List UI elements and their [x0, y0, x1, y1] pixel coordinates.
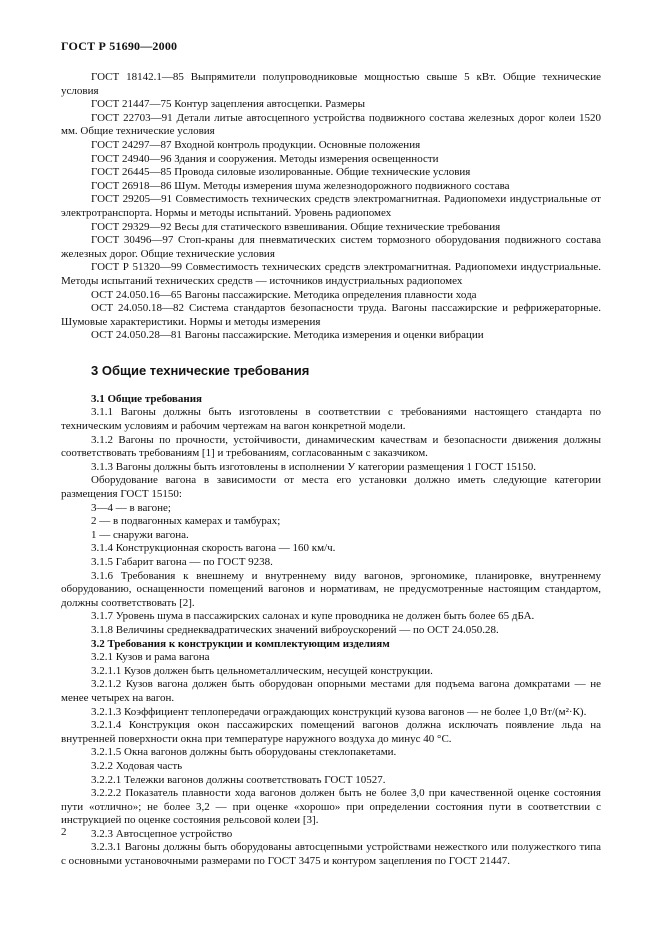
paragraph: 3.2.1 Кузов и рама вагона [91, 651, 210, 664]
subsection-heading: 3.1 Общие требования [91, 392, 202, 405]
reference-item: ГОСТ 24940—96 Здания и сооружения. Методы измерения освещенности [91, 152, 439, 165]
reference-item: ГОСТ 29329—92 Весы для статического взвешивания. Общие технические требования [91, 220, 501, 233]
paragraph: 3.1.6 Требования к внешнему и внутреннему виду вагонов, эргономике, планировке, внутреннему оборудованию, оснащенности помещений вагонов и нормативам, не предусмотренные настоящим стандартом, должны соответствовать [2]. [61, 569, 601, 609]
reference-item: ГОСТ 22703—91 Детали литые автосцепного устройства подвижного состава железных дорог колеи 1520 мм. Общие технические условия [61, 111, 601, 138]
reference-item: ГОСТ 24297—87 Входной контроль продукции. Основные положения [91, 138, 421, 151]
section-heading: 3 Общие технические требования [91, 362, 310, 378]
paragraph: 3.1.2 Вагоны по прочности, устойчивости, динамическим качествам и безопасности движения должны соответствовать требованиям [1] и требованиям, согласованным с заказчиком. [61, 433, 601, 460]
running-header: ГОСТ Р 51690—2000 [61, 39, 178, 53]
reference-item: ОСТ 24.050.18—82 Система стандартов безопасности труда. Вагоны пассажирские и рефрижераторные. Шумовые характеристики. Нормы и методы измерения [61, 302, 601, 328]
paragraph: 3.2.1.5 Окна вагонов должны быть оборудованы стеклопакетами. [91, 746, 397, 759]
paragraph: 3.2.1.3 Коэффициент теплопередачи ограждающих конструкций кузова вагонов — не более 1,0 Вт/(м²·К). [91, 705, 587, 718]
paragraph: 3.2.2 Ходовая часть [91, 759, 183, 772]
reference-item: ГОСТ 29205—91 Совместимость технических средств электромагнитная. Радиопомехи индустриальные от электротранспорта. Нормы и методы испытаний. Уровень радиопомех [61, 193, 601, 219]
list-item: 2 — в подвагонных камерах и тамбурах; [91, 515, 281, 528]
paragraph: 3.2.1.2 Кузов вагона должен быть оборудован опорными местами для подъема вагона домкратами — не менее четырех на вагон. [61, 678, 601, 704]
paragraph: Оборудование вагона в зависимости от места его установки должно иметь следующие категории размещения ГОСТ 15150: [61, 474, 601, 501]
reference-item: ГОСТ 26918—86 Шум. Методы измерения шума железнодорожного подвижного состава [91, 179, 510, 192]
paragraph: 3.1.3 Вагоны должны быть изготовлены в исполнении У категории размещения 1 ГОСТ 15150. [91, 460, 537, 473]
paragraph: 3.1.7 Уровень шума в пассажирских салонах и купе проводника не должен быть более 65 дБА. [91, 610, 535, 623]
document-body [61, 71, 601, 869]
reference-item: ОСТ 24.050.16—65 Вагоны пассажирские. Методика определения плавности хода [91, 288, 477, 301]
paragraph: 3.2.2.2 Показатель плавности хода вагонов должен быть не более 3,0 при качественной оценке состояния пути «отлично»; не более 3,2 — при оценке «хорошо» при определении состояния пути в соответствии с инструкцией по оценке состояния рельсовой колеи [3]. [61, 787, 601, 827]
paragraph: 3.2.3 Автосцепное устройство [91, 827, 233, 840]
paragraph: 3.1.1 Вагоны должны быть изготовлены в соответствии с требованиями настоящего стандарта по техническим условиям и рабочим чертежам на вагон конкретной модели. [61, 406, 601, 433]
paragraph: 3.1.4 Конструкционная скорость вагона — 160 км/ч. [91, 542, 336, 555]
subsection-heading: 3.2 Требования к конструкции и комплектующим изделиям [91, 637, 390, 650]
reference-item: ОСТ 24.050.28—81 Вагоны пассажирские. Методика измерения и оценки вибрации [91, 329, 484, 342]
reference-list [61, 71, 601, 343]
paragraph: 3.1.8 Величины среднеквадратических значений виброускорений — по ОСТ 24.050.28. [91, 623, 499, 636]
reference-item: ГОСТ 30496—97 Стоп-краны для пневматических систем тормозного оборудования подвижного состава железных дорог. Общие технические условия [61, 234, 601, 260]
list-item: 3—4 — в вагоне; [91, 501, 171, 514]
paragraph: 3.2.1.4 Конструкция окон пассажирских помещений вагонов должна исключать появление льда на внутренней поверхности окна при температуре наружного воздуха до минус 40 °С. [61, 719, 601, 745]
paragraph: 3.2.3.1 Вагоны должны быть оборудованы автосцепными устройствами нежесткого или полужесткого типа с основными установочными размерами по ГОСТ 3475 и контуром зацепления по ГОСТ 21447. [61, 841, 601, 868]
paragraph: 3.1.5 Габарит вагона — по ГОСТ 9238. [91, 556, 273, 568]
page-number: 2 [61, 826, 67, 838]
paragraph: 3.2.2.1 Тележки вагонов должны соответствовать ГОСТ 10527. [91, 773, 386, 786]
reference-item: ГОСТ Р 51320—99 Совместимость технических средств электромагнитная. Радиопомехи индустриальные. Методы испытаний технических средств — источников индустриальных радиопомех [61, 261, 601, 287]
reference-item: ГОСТ 21447—75 Контур зацепления автосцепки. Размеры [91, 98, 366, 111]
list-item: 1 — снаружи вагона. [91, 528, 189, 541]
paragraph: 3.2.1.1 Кузов должен быть цельнометаллическим, несущей конструкции. [91, 664, 433, 677]
reference-item: ГОСТ 26445—85 Провода силовые изолированные. Общие технические условия [91, 166, 471, 179]
reference-item: ГОСТ 18142.1—85 Выпрямители полупроводниковые мощностью свыше 5 кВт. Общие технические условия [61, 71, 601, 97]
